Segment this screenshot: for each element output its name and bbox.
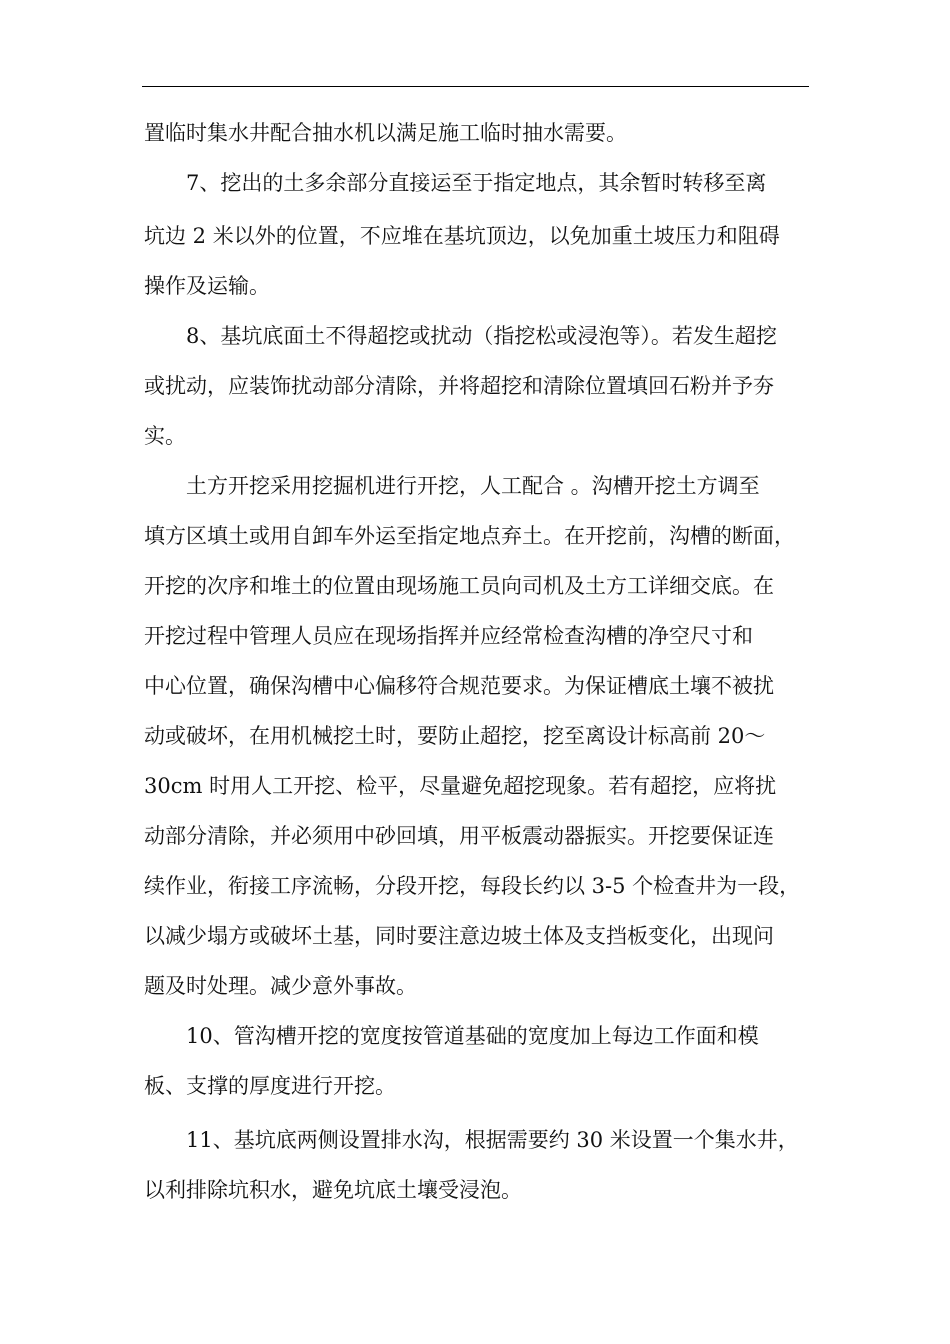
text-line: 开挖的次序和堆土的位置由现场施工员向司机及土方工详细交底。在 <box>144 574 774 598</box>
text-line: 土方开挖采用挖掘机进行开挖，人工配合 。沟槽开挖土方调至 <box>186 474 760 498</box>
text-line: 动或破坏，在用机械挖土时，要防止超挖，挖至离设计标高前 20～ <box>144 724 766 748</box>
text-line: 或扰动，应装饰扰动部分清除，并将超挖和清除位置填回石粉并予夯 <box>144 374 774 398</box>
text-line: 板、支撑的厚度进行开挖。 <box>144 1074 396 1098</box>
text-line: 题及时处理。减少意外事故。 <box>144 974 417 998</box>
text-line: 填方区填土或用自卸车外运至指定地点弃土。在开挖前，沟槽的断面， <box>144 524 795 548</box>
text-line: 置临时集水井配合抽水机以满足施工临时抽水需要。 <box>144 121 627 145</box>
text-line: 开挖过程中管理人员应在现场指挥并应经常检查沟槽的净空尺寸和 <box>144 624 753 648</box>
text-line: 10、管沟槽开挖的宽度按管道基础的宽度加上每边工作面和模 <box>186 1024 759 1048</box>
text-line: 以利排除坑积水，避免坑底土壤受浸泡。 <box>144 1178 522 1202</box>
text-line: 续作业，衔接工序流畅，分段开挖，每段长约以 3-5 个检查井为一段， <box>144 874 801 898</box>
text-line: 30cm 时用人工开挖、检平，尽量避免超挖现象。若有超挖，应将扰 <box>144 774 777 798</box>
header-rule <box>142 86 809 87</box>
text-line: 8、基坑底面土不得超挖或扰动（指挖松或浸泡等）。若发生超挖 <box>186 324 777 348</box>
text-line: 实。 <box>144 424 186 448</box>
text-line: 动部分清除，并必须用中砂回填，用平板震动器振实。开挖要保证连 <box>144 824 774 848</box>
text-line: 操作及运输。 <box>144 274 270 298</box>
text-line: 以减少塌方或破坏土基，同时要注意边坡土体及支挡板变化，出现问 <box>144 924 774 948</box>
text-line: 中心位置，确保沟槽中心偏移符合规范要求。为保证槽底土壤不被扰 <box>144 674 774 698</box>
text-line: 7、挖出的土多余部分直接运至于指定地点，其余暂时转移至离 <box>186 171 767 195</box>
text-line: 坑边 2 米以外的位置，不应堆在基坑顶边，以免加重土坡压力和阻碍 <box>144 224 780 248</box>
text-line: 11、基坑底两侧设置排水沟，根据需要约 30 米设置一个集水井， <box>186 1128 799 1152</box>
